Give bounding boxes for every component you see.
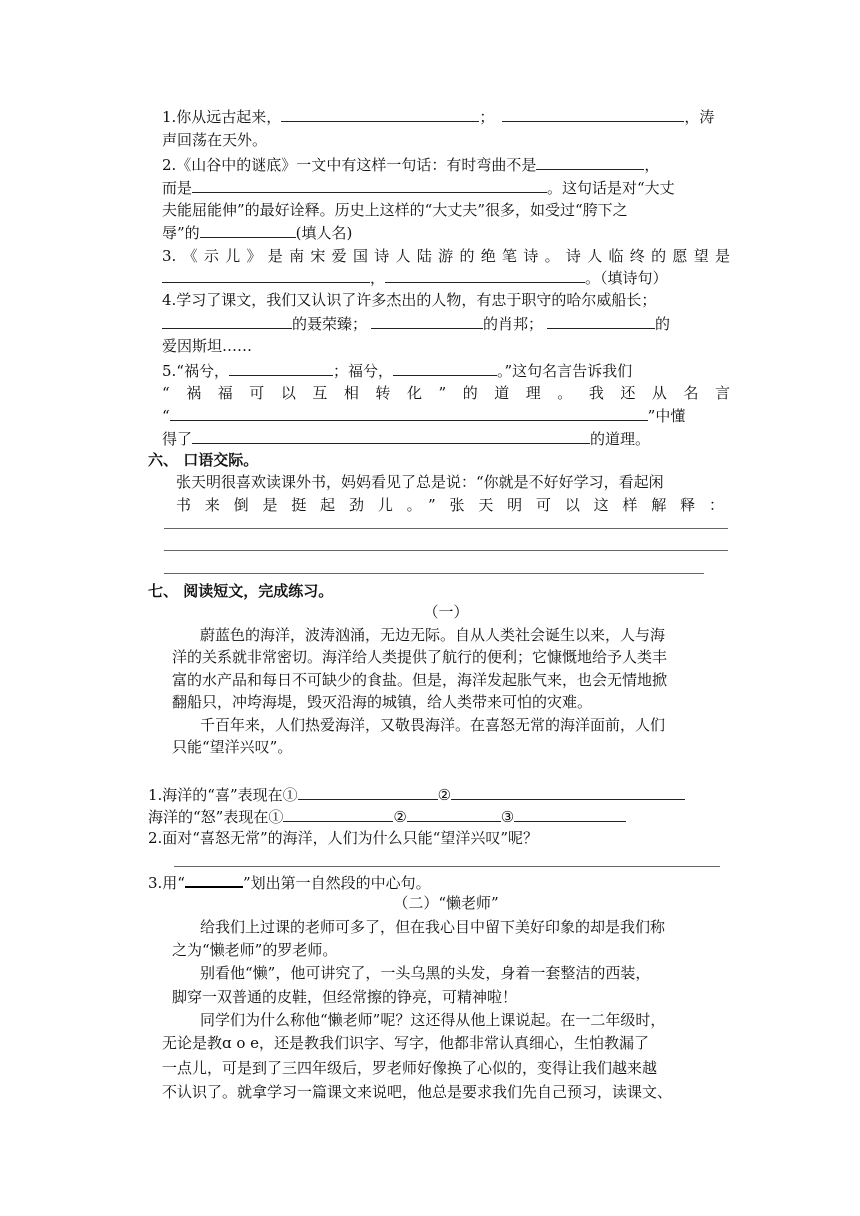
passage-2-line: 同学们为什么称他“懒老师”呢？这还得从他上课说起。在一二年级时， [200, 1011, 666, 1029]
item-5-line-1: 5.“祸兮， ；福兮， 。”这句名言告诉我们 [162, 362, 633, 380]
blank[interactable] [371, 313, 483, 329]
section-6-line-1: 张天明很喜欢读课外书，妈妈看见了总是说：“你就是不好好学习，看起闲 [176, 473, 664, 491]
section-6-line-2: 书来倒是挺起劲儿。”张天明可以这样解释： [176, 496, 724, 514]
underline-sample [185, 874, 243, 888]
blank[interactable] [536, 154, 644, 170]
item-5-line-4: 得了 的道理。 [162, 430, 651, 448]
passage-2-line: 给我们上过课的老师可多了，但在我心目中留下美好印象的却是我们称 [200, 918, 666, 936]
answer-line[interactable] [164, 550, 728, 551]
answer-line[interactable] [164, 573, 704, 574]
passage-2-line: 脚穿一双普通的皮鞋，但经常擦的铮亮，可精神啦！ [172, 988, 518, 1006]
section-7-heading: 七、 阅读短文，完成练习。 [148, 582, 334, 600]
item-2-line-4: 辱”的 (填人名) [162, 224, 353, 242]
question-2: 2.面对“喜怒无常”的海洋，人们为什么只能“望洋兴叹”呢？ [148, 829, 538, 847]
blank[interactable] [281, 106, 479, 122]
question-3: 3.用“ ”划出第一自然段的中心句。 [148, 874, 431, 892]
passage-1-line: 富的水产品和每日不可缺少的食盐。但是，海洋发起胀气来，也会无情地掀 [172, 671, 668, 689]
blank[interactable] [407, 806, 501, 822]
item-2-line-3: 夫能屈能伸”的最好诠释。历史上这样的“大丈夫”很多，如受过“胯下之 [162, 201, 628, 219]
answer-line[interactable] [164, 528, 728, 529]
blank[interactable] [298, 784, 438, 800]
item-2-line-1: 2.《山谷中的谜底》一文中有这样一句话：有时弯曲不是 ， [162, 156, 660, 174]
passage-2-line: 无论是教ɑ o e，还是教我们识字、写字，他都非常认真细心，生怕教漏了 [162, 1034, 650, 1052]
item-1-line-1: 1.你从远古起来， ； ，涛 [162, 108, 715, 126]
blank[interactable] [385, 267, 585, 283]
item-3-line-1: 3.《示儿》是南宋爱国诗人陆游的绝笔诗。诗人临终的愿望是 [162, 247, 730, 265]
blank[interactable] [200, 222, 296, 238]
passage-2-title: （二）“懒老师” [393, 894, 499, 912]
passage-1-line: 千百年来，人们热爱海洋，又敬畏海洋。在喜怒无常的海洋面前，人们 [200, 716, 666, 734]
passage-1-line: 翻船只，冲垮海堤，毁灭沿海的城镇，给人类带来可怕的灾难。 [172, 693, 593, 711]
question-1b: 海洋的“怒”表现在① ② ③ [148, 806, 626, 827]
item-5-line-3: “ ”中懂 [162, 407, 686, 425]
item-4-line-1: 4.学习了课文，我们又认识了许多杰出的人物，有忠于职守的哈尔威船长； [162, 291, 657, 309]
blank[interactable] [393, 360, 497, 376]
blank[interactable] [547, 313, 655, 329]
blank[interactable] [192, 428, 590, 444]
blank[interactable] [162, 313, 292, 329]
blank[interactable] [170, 405, 648, 421]
blank[interactable] [502, 106, 684, 122]
blank[interactable] [192, 177, 547, 193]
answer-line[interactable] [174, 866, 720, 867]
passage-2-line: 别看他“懒”，他可讲究了，一头乌黑的头发，身着一套整洁的西装， [200, 964, 651, 982]
passage-1-line: 只能“望洋兴叹”。 [172, 738, 293, 756]
item-1-line-2: 声回荡在天外。 [162, 131, 268, 149]
blank[interactable] [514, 806, 626, 822]
item-4-line-2: 的聂荣臻； 的肖邦； 的 [162, 313, 670, 334]
item-5-line-2: “祸福可以互相转化”的道理。我还从名言 [162, 384, 730, 402]
passage-2-line: 不认识了。就拿学习一篇课文来说吧，他总是要求我们先自己预习，读课文、 [162, 1083, 673, 1101]
blank[interactable] [451, 784, 685, 800]
passage-1-title: （一） [423, 603, 469, 621]
passage-1-line: 蔚蓝色的海洋，波涛汹涌，无边无际。自从人类社会诞生以来，人与海 [200, 626, 666, 644]
passage-2-line: 一点儿，可是到了三四年级后，罗老师好像换了心似的，变得让我们越来越 [162, 1059, 658, 1077]
blank[interactable] [162, 267, 370, 283]
passage-1-line: 洋的关系就非常密切。海洋给人类提供了航行的便利；它慷慨地给予人类丰 [172, 648, 668, 666]
blank[interactable] [229, 360, 333, 376]
passage-2-line: 之为“懒老师”的罗老师。 [172, 941, 338, 959]
question-1a: 1.海洋的“喜”表现在① ② [148, 784, 685, 805]
section-6-heading: 六、 口语交际。 [148, 451, 259, 469]
blank[interactable] [283, 806, 393, 822]
item-4-line-3: 爱因斯坦…… [162, 337, 253, 355]
item-2-line-2: 而是 。这句话是对“大丈 [162, 179, 675, 197]
item-3-line-2: ， 。（填诗句） [162, 267, 668, 288]
